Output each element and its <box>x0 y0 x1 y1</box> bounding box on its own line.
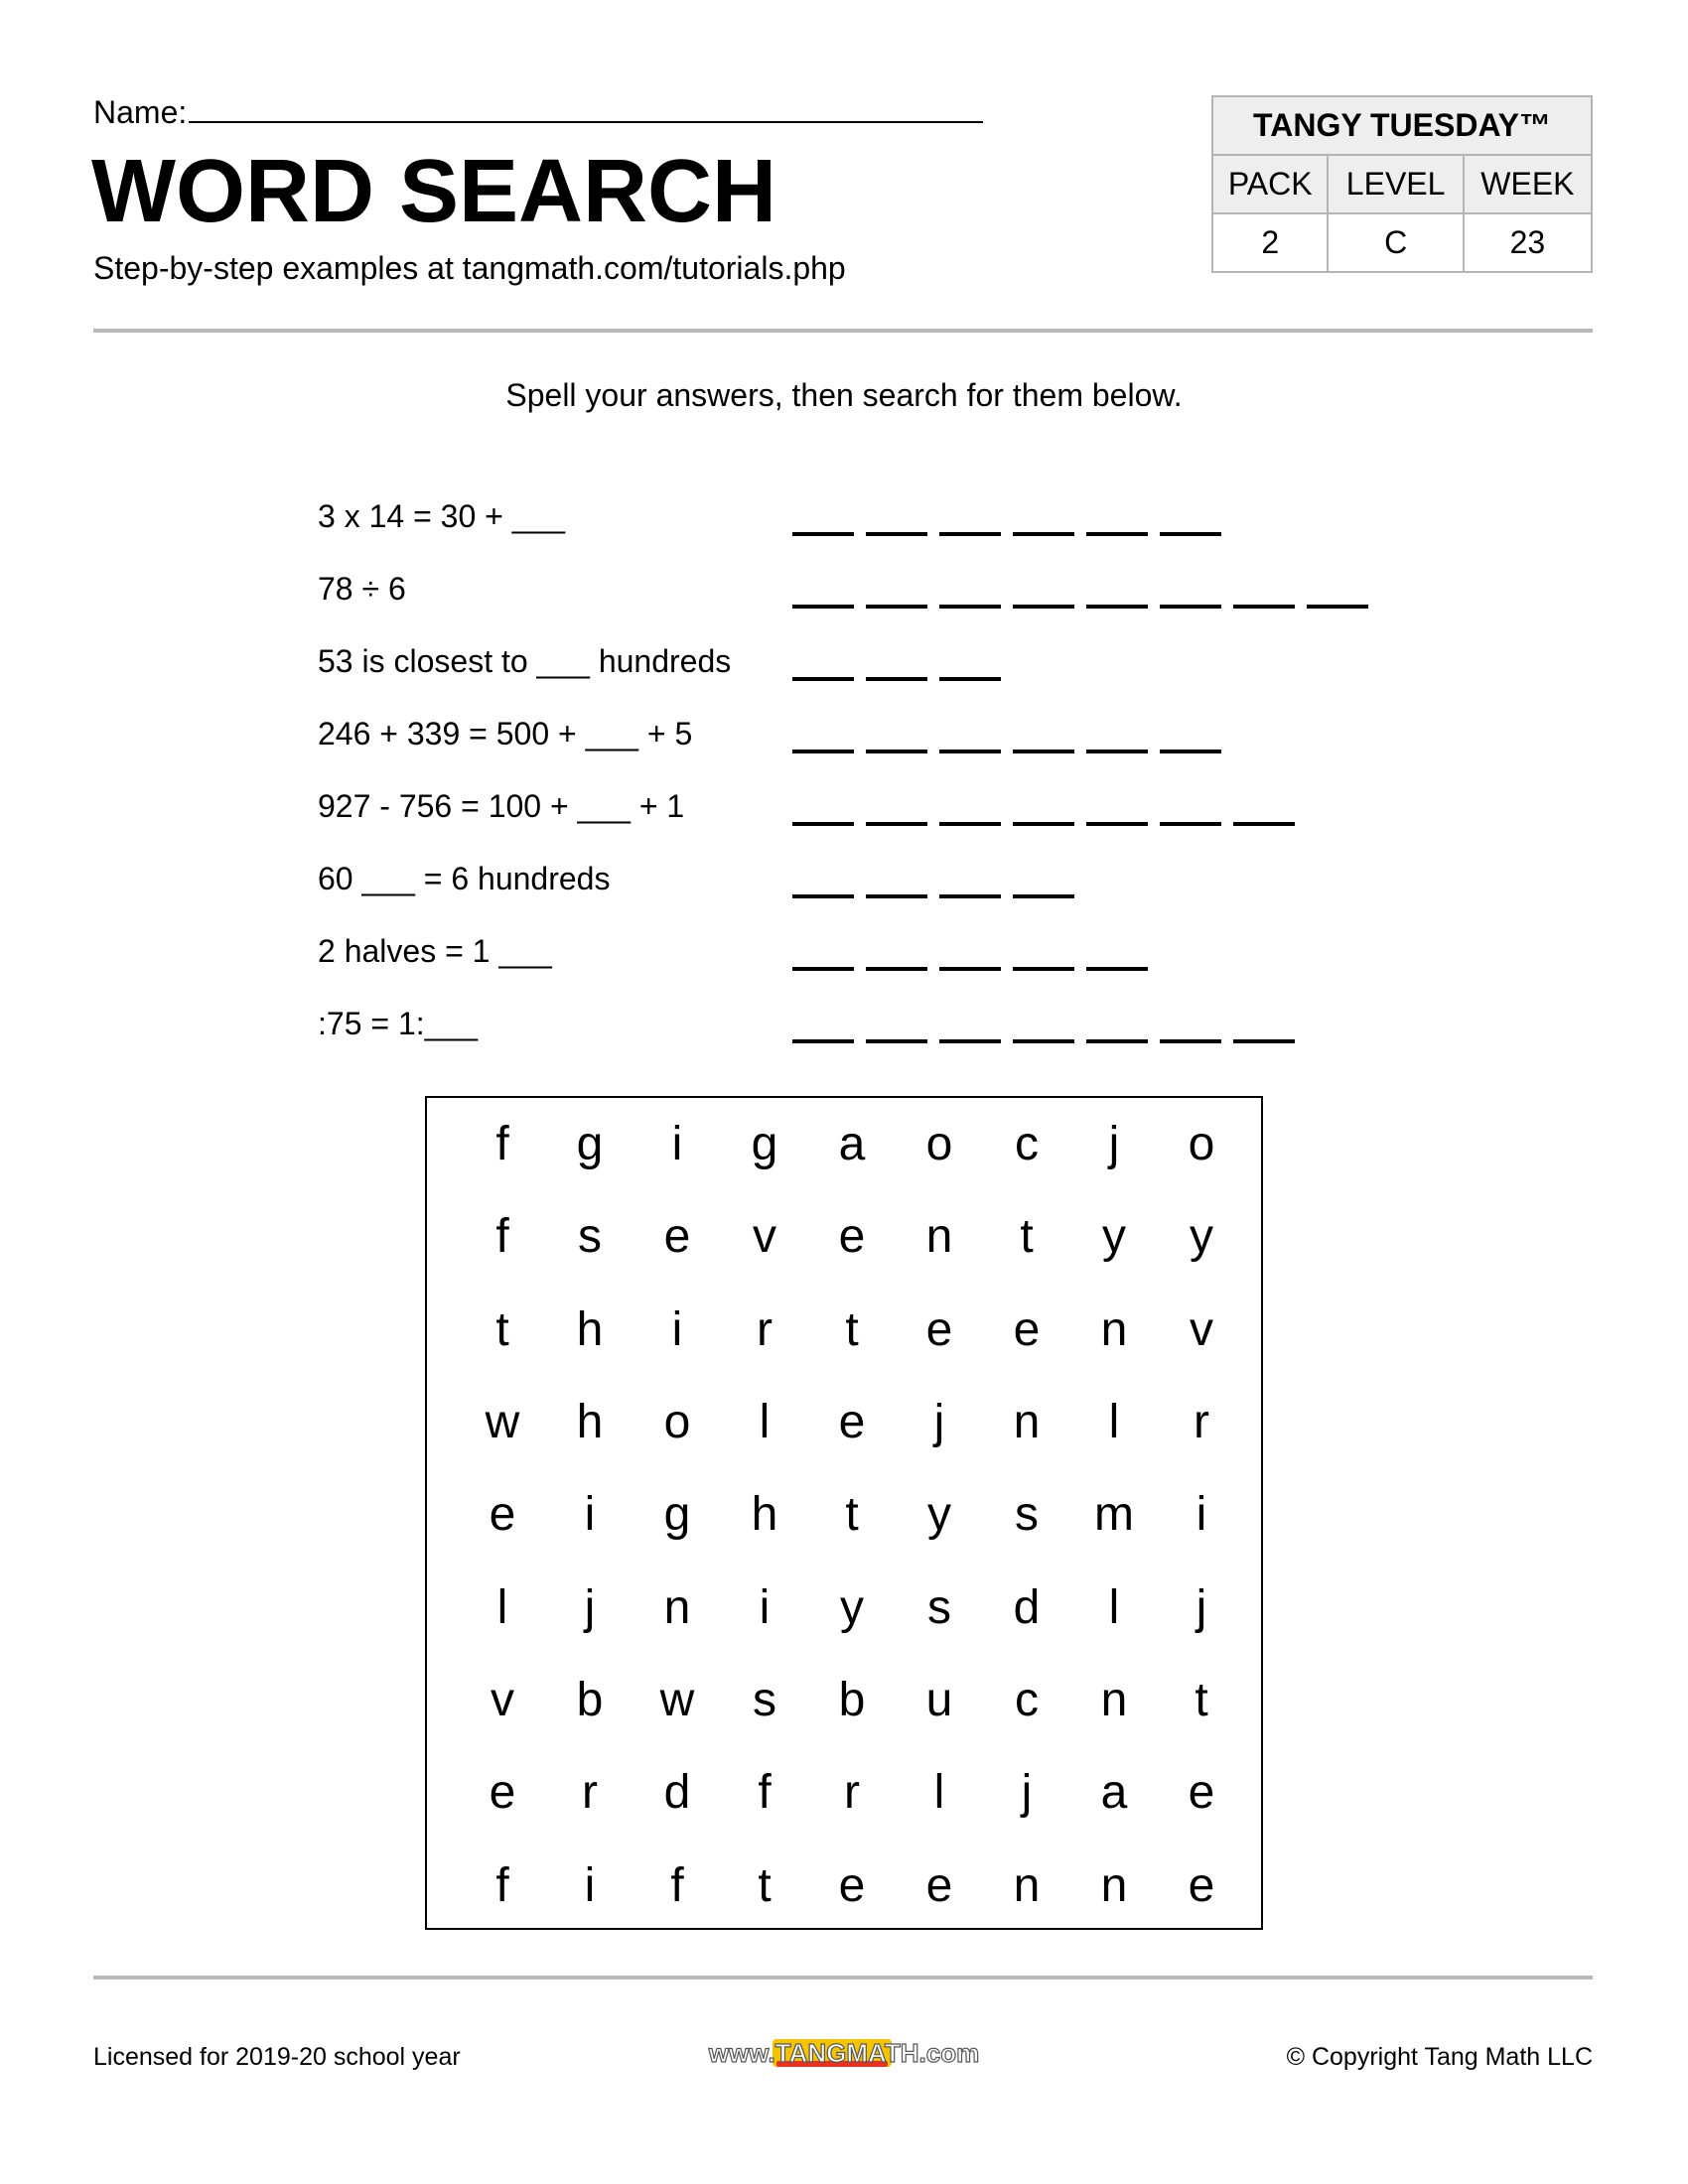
grid-cell[interactable]: j <box>1196 1580 1207 1634</box>
grid-cell[interactable]: i <box>671 1118 683 1171</box>
info-box-title: TANGY TUESDAY™ <box>1212 96 1592 155</box>
grid-cell[interactable]: e <box>1188 1858 1215 1912</box>
grid-cell[interactable]: n <box>1100 1302 1128 1356</box>
question-text: 53 is closest to ___ hundreds <box>318 643 732 679</box>
answer-blank[interactable] <box>792 750 854 753</box>
answer-blank[interactable] <box>1086 1039 1148 1043</box>
info-value-week: 23 <box>1464 213 1592 272</box>
grid-cell[interactable]: f <box>495 1858 509 1912</box>
answer-blank[interactable] <box>1013 605 1074 609</box>
answer-blank[interactable] <box>1233 1039 1295 1043</box>
instructions: Spell your answers, then search for them below. <box>505 377 1183 413</box>
answer-blank[interactable] <box>866 677 927 681</box>
answer-blank[interactable] <box>1160 605 1221 609</box>
grid-cell[interactable]: u <box>925 1673 953 1726</box>
answer-blank[interactable] <box>1013 822 1074 826</box>
grid-cell[interactable]: o <box>925 1118 953 1171</box>
question-text: 246 + 339 = 500 + ___ + 5 <box>318 716 693 751</box>
grid-cell[interactable]: d <box>663 1766 691 1820</box>
grid-cell[interactable]: l <box>1108 1396 1120 1449</box>
grid-cell[interactable]: j <box>933 1396 945 1449</box>
grid-cell[interactable]: m <box>1094 1488 1134 1542</box>
answer-blank[interactable] <box>1013 967 1074 971</box>
grid-cell[interactable]: a <box>838 1118 866 1171</box>
grid-cell[interactable]: h <box>576 1396 604 1449</box>
grid-cell[interactable]: s <box>578 1210 602 1264</box>
grid-cell[interactable]: e <box>489 1766 516 1820</box>
answer-blank[interactable] <box>1013 1039 1074 1043</box>
answer-blank[interactable] <box>1160 750 1221 753</box>
grid-cell[interactable]: n <box>1013 1396 1041 1449</box>
grid-cell[interactable]: r <box>844 1766 860 1820</box>
answer-blanks[interactable] <box>792 605 1380 609</box>
grid-cell[interactable]: t <box>845 1302 859 1356</box>
answer-blank[interactable] <box>792 822 854 826</box>
grid-cell[interactable]: g <box>576 1118 604 1171</box>
grid-cell[interactable]: g <box>663 1488 691 1542</box>
grid-cell[interactable]: e <box>838 1396 866 1449</box>
answer-blank[interactable] <box>1233 605 1295 609</box>
question-text: 78 ÷ 6 <box>318 571 406 607</box>
answer-blank[interactable] <box>1013 750 1074 753</box>
copyright-text: © Copyright Tang Math LLC <box>1286 2043 1593 2071</box>
answer-blank[interactable] <box>939 967 1001 971</box>
answer-blank[interactable] <box>1086 532 1148 536</box>
grid-cell[interactable]: i <box>759 1580 771 1634</box>
grid-cell[interactable]: i <box>671 1302 683 1356</box>
answer-blank[interactable] <box>1013 532 1074 536</box>
name-label: Name: <box>93 94 188 130</box>
answer-blank[interactable] <box>939 894 1001 898</box>
grid-cell[interactable]: e <box>663 1210 691 1264</box>
grid-cell[interactable]: e <box>925 1858 953 1912</box>
answer-blank[interactable] <box>792 605 854 609</box>
grid-cell[interactable]: j <box>1021 1766 1033 1820</box>
grid-cell[interactable]: f <box>758 1766 772 1820</box>
info-box <box>1211 95 1593 273</box>
question-text: :75 = 1:___ <box>318 1006 479 1041</box>
grid-cell[interactable]: t <box>1195 1673 1208 1726</box>
grid-cell[interactable]: n <box>1013 1858 1041 1912</box>
grid-cell[interactable]: a <box>1100 1766 1128 1820</box>
grid-letters <box>459 1098 1245 1932</box>
page-title: WORD SEARCH <box>91 142 776 241</box>
info-value-pack: 2 <box>1212 213 1328 272</box>
grid-cell[interactable]: b <box>576 1673 604 1726</box>
answer-blank[interactable] <box>866 967 927 971</box>
grid-cell[interactable]: v <box>1190 1302 1213 1356</box>
answer-blank[interactable] <box>1086 750 1148 753</box>
grid-cell[interactable]: d <box>1013 1580 1041 1634</box>
word-search-grid <box>425 1096 1263 1930</box>
grid-cell[interactable]: s <box>1015 1488 1039 1542</box>
answer-blank[interactable] <box>792 1039 854 1043</box>
grid-cell[interactable]: y <box>840 1580 864 1634</box>
grid-cell[interactable]: f <box>495 1210 509 1264</box>
grid-cell[interactable]: s <box>927 1580 951 1634</box>
top-divider <box>93 329 1593 333</box>
grid-cell[interactable]: c <box>1015 1673 1039 1726</box>
answer-blanks[interactable] <box>792 822 1307 826</box>
grid-cell[interactable]: e <box>925 1302 953 1356</box>
grid-cell[interactable]: h <box>751 1488 778 1542</box>
answer-blank[interactable] <box>1160 822 1221 826</box>
grid-cell[interactable]: y <box>1102 1210 1126 1264</box>
answer-blank[interactable] <box>866 894 927 898</box>
grid-cell[interactable]: i <box>584 1858 596 1912</box>
grid-cell[interactable]: r <box>582 1766 598 1820</box>
grid-cell[interactable]: n <box>925 1210 953 1264</box>
answer-blank[interactable] <box>866 1039 927 1043</box>
grid-cell[interactable]: h <box>576 1302 604 1356</box>
answer-blank[interactable] <box>939 605 1001 609</box>
answer-blanks[interactable] <box>792 894 1086 898</box>
grid-cell[interactable]: y <box>1190 1210 1213 1264</box>
answer-blank[interactable] <box>1086 822 1148 826</box>
name-underline <box>189 93 983 123</box>
answer-blank[interactable] <box>939 822 1001 826</box>
answer-blank[interactable] <box>866 822 927 826</box>
grid-cell[interactable]: n <box>1100 1858 1128 1912</box>
answer-blank[interactable] <box>939 750 1001 753</box>
answer-blank[interactable] <box>866 605 927 609</box>
answer-blanks[interactable] <box>792 1039 1307 1043</box>
grid-cell[interactable]: v <box>491 1673 514 1726</box>
grid-cell[interactable]: o <box>663 1396 691 1449</box>
grid-cell[interactable]: t <box>758 1858 772 1912</box>
grid-cell[interactable]: y <box>927 1488 951 1542</box>
license-text: Licensed for 2019-20 school year <box>93 2043 461 2071</box>
info-col-week: WEEK <box>1464 155 1592 213</box>
answer-blank[interactable] <box>1086 605 1148 609</box>
grid-cell[interactable]: f <box>495 1118 509 1171</box>
logo-text: www.TANGMATH.com <box>708 2038 980 2068</box>
grid-cell[interactable]: e <box>1013 1302 1041 1356</box>
info-col-level: LEVEL <box>1328 155 1463 213</box>
grid-cell[interactable]: l <box>496 1580 508 1634</box>
answer-blank[interactable] <box>792 967 854 971</box>
bottom-divider <box>93 1976 1593 1979</box>
grid-cell[interactable]: e <box>1188 1766 1215 1820</box>
grid-cell[interactable]: l <box>933 1766 945 1820</box>
grid-cell[interactable]: l <box>759 1396 771 1449</box>
grid-cell[interactable]: j <box>1108 1118 1120 1171</box>
grid-cell[interactable]: t <box>845 1488 859 1542</box>
answer-blank[interactable] <box>866 532 927 536</box>
question-text: 3 x 14 = 30 + ___ <box>318 498 566 534</box>
answer-blank[interactable] <box>792 677 854 681</box>
answer-blanks[interactable] <box>792 750 1233 753</box>
grid-cell[interactable]: i <box>1196 1488 1207 1542</box>
answer-blank[interactable] <box>939 677 1001 681</box>
answer-blank[interactable] <box>792 894 854 898</box>
answer-blank[interactable] <box>939 1039 1001 1043</box>
info-col-pack: PACK <box>1212 155 1328 213</box>
answer-blank[interactable] <box>1160 532 1221 536</box>
grid-cell[interactable]: e <box>489 1488 516 1542</box>
grid-cell[interactable]: g <box>751 1118 778 1171</box>
grid-cell[interactable]: t <box>1020 1210 1034 1264</box>
name-field <box>93 93 983 131</box>
grid-cell[interactable]: i <box>584 1488 596 1542</box>
grid-cell[interactable]: e <box>838 1858 866 1912</box>
grid-cell[interactable]: r <box>757 1302 773 1356</box>
grid-cell[interactable]: w <box>659 1673 695 1726</box>
grid-cell[interactable]: w <box>485 1396 520 1449</box>
answer-blank[interactable] <box>1086 967 1148 971</box>
answer-blank[interactable] <box>1233 822 1295 826</box>
answer-blank[interactable] <box>1160 1039 1221 1043</box>
grid-cell[interactable]: b <box>838 1673 866 1726</box>
grid-cell[interactable]: t <box>495 1302 509 1356</box>
grid-cell[interactable]: c <box>1015 1118 1039 1171</box>
grid-cell[interactable]: r <box>1194 1396 1209 1449</box>
answer-blank[interactable] <box>1307 605 1368 609</box>
grid-cell[interactable]: f <box>670 1858 684 1912</box>
question-text: 60 ___ = 6 hundreds <box>318 861 611 896</box>
tangmath-logo[interactable] <box>695 2033 993 2073</box>
question-text: 927 - 756 = 100 + ___ + 1 <box>318 788 685 824</box>
page-subtitle: Step-by-step examples at tangmath.com/tutorials.php <box>93 250 846 286</box>
answer-blank[interactable] <box>1013 894 1074 898</box>
grid-cell[interactable]: e <box>838 1210 866 1264</box>
answer-blank[interactable] <box>939 532 1001 536</box>
question-text: 2 halves = 1 ___ <box>318 933 552 969</box>
grid-cell[interactable]: s <box>753 1673 776 1726</box>
grid-cell[interactable]: n <box>663 1580 691 1634</box>
answer-blanks[interactable] <box>792 967 1160 971</box>
grid-cell[interactable]: v <box>753 1210 776 1264</box>
answer-blank[interactable] <box>866 750 927 753</box>
info-value-level: C <box>1328 213 1463 272</box>
grid-cell[interactable]: j <box>584 1580 596 1634</box>
answer-blanks[interactable] <box>792 532 1233 536</box>
answer-blank[interactable] <box>792 532 854 536</box>
grid-cell[interactable]: o <box>1188 1118 1215 1171</box>
grid-cell[interactable]: l <box>1108 1580 1120 1634</box>
grid-cell[interactable]: n <box>1100 1673 1128 1726</box>
answer-blanks[interactable] <box>792 677 1013 681</box>
